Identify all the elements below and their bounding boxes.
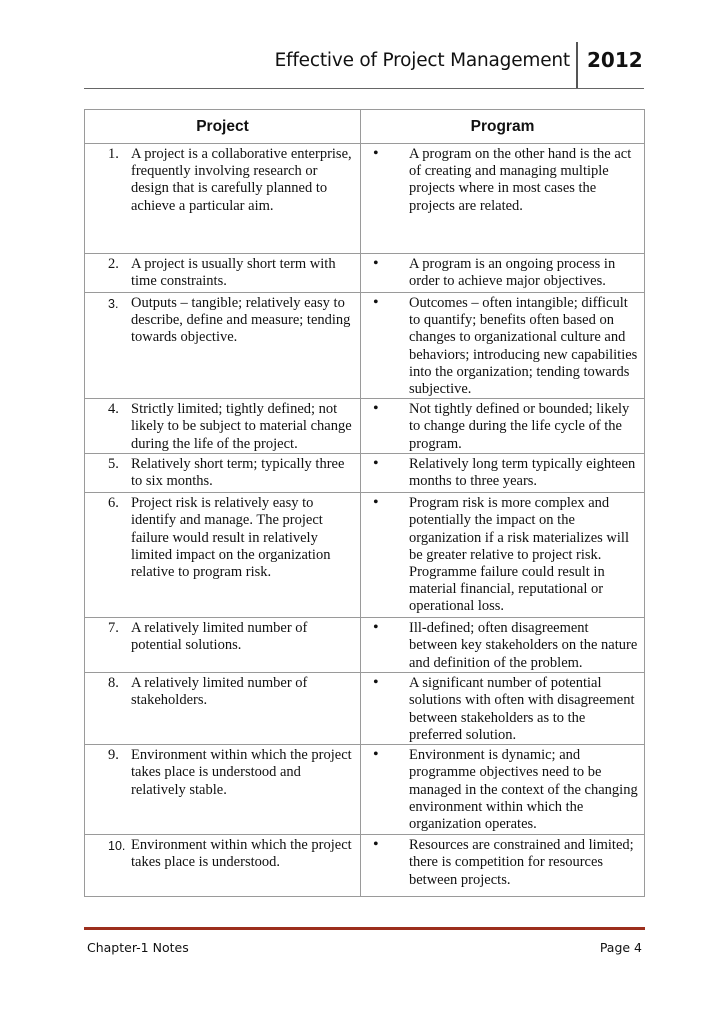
project-cell [85,745,361,835]
table-row [85,254,645,293]
table-row [85,493,645,618]
program-text: Program risk is more complex and potentially the impact on the organization if a risk materializes will be greater relative to project risk. Programme failure could result in material financial, reputational or operational loss. [409,495,629,615]
project-cell [85,454,361,493]
item-number: 6. [108,495,119,512]
bullet-icon: • [373,255,379,272]
bullet-icon: • [373,294,379,311]
bullet-icon: • [373,836,379,854]
program-text: Outcomes – often intangible; difficult to quantify; benefits often based on changes to organizational culture and behaviors; introducing new capabilities into the organization; tending towards subjective. [409,295,638,398]
table-row [85,673,645,745]
project-text: Project risk is relatively easy to identify and manage. The project failure would result in relatively limited impact on the organization relative to program risk. [131,495,331,581]
bullet-icon: • [373,619,379,637]
item-number: 10. [108,839,126,854]
project-cell [85,493,361,618]
project-text: Relatively short term; typically three to six months. [131,456,345,490]
bullet-icon: • [373,746,379,764]
program-cell [361,673,645,745]
project-text: A project is a collaborative enterprise, frequently involving research or design that is carefully planned to achieve a particular aim. [131,146,352,214]
program-text: Ill-defined; often disagreement between key stakeholders on the nature and definition of the problem. [409,620,638,671]
program-text: A program is an ongoing process in order to achieve major objectives. [409,256,616,290]
header-separator [576,42,578,88]
item-number: 3. [108,297,119,311]
project-text: Environment within which the project takes place is understood and relatively stable. [131,747,352,798]
page-header [0,42,728,90]
project-cell [85,618,361,673]
item-number: 7. [108,620,119,637]
table-row [85,293,645,399]
program-cell [361,454,645,493]
project-cell [85,673,361,745]
bullet-icon: • [373,455,379,473]
table-row [85,745,645,835]
program-cell [361,835,645,897]
program-text: Not tightly defined or bounded; likely to change during the life cycle of the program. [409,401,630,452]
project-text: A relatively limited number of potential solutions. [131,620,308,654]
table-row [85,399,645,454]
program-cell [361,745,645,835]
bullet-icon: • [373,494,379,512]
program-text: A program on the other hand is the act of creating and managing multiple projects where in most cases the projects are related. [409,146,632,214]
program-text: Resources are constrained and limited; there is competition for resources between projects. [409,837,634,888]
header-rule [84,88,644,89]
project-text: Outputs – tangible; relatively easy to describe, define and measure; tending towards objective. [131,295,351,346]
program-cell [361,493,645,618]
table-row [85,144,645,254]
comparison-table [84,109,645,897]
project-text: Strictly limited; tightly defined; not likely to be subject to material change during the life of the project. [131,401,352,452]
project-cell [85,144,361,254]
bullet-icon: • [373,400,379,418]
column-header-program: Program [361,110,645,144]
program-cell [361,254,645,293]
footer-chapter: Chapter-1 Notes [87,940,189,955]
program-cell [361,399,645,454]
table-row [85,618,645,673]
bullet-icon: • [373,674,379,692]
header-title: Effective of Project Management [274,50,570,71]
table-row [85,835,645,897]
table-header-row [85,110,645,144]
project-text: A relatively limited number of stakeholders. [131,675,308,709]
project-text: Environment within which the project takes place is understood. [131,837,352,871]
project-cell [85,835,361,897]
footer-rule [84,927,645,930]
program-cell [361,618,645,673]
project-cell [85,399,361,454]
program-text: A significant number of potential solutions with often with disagreement between stakeholders as to the preferred solution. [409,675,635,743]
item-number: 4. [108,401,119,418]
program-text: Environment is dynamic; and programme objectives need to be managed in the context of the changing environment within which the organization operates. [409,747,638,833]
project-cell [85,254,361,293]
item-number: 5. [108,456,119,473]
program-cell [361,293,645,399]
item-number: 9. [108,747,119,764]
item-number: 2. [108,256,119,272]
project-cell [85,293,361,399]
header-year: 2012 [587,48,643,72]
column-header-project: Project [85,110,361,144]
project-text: A project is usually short term with time constraints. [131,256,336,290]
table-row [85,454,645,493]
program-cell [361,144,645,254]
bullet-icon: • [373,145,379,162]
program-text: Relatively long term typically eighteen months to three years. [409,456,636,490]
footer-page-number: Page 4 [599,940,642,955]
item-number: 1. [108,146,119,162]
item-number: 8. [108,675,119,692]
